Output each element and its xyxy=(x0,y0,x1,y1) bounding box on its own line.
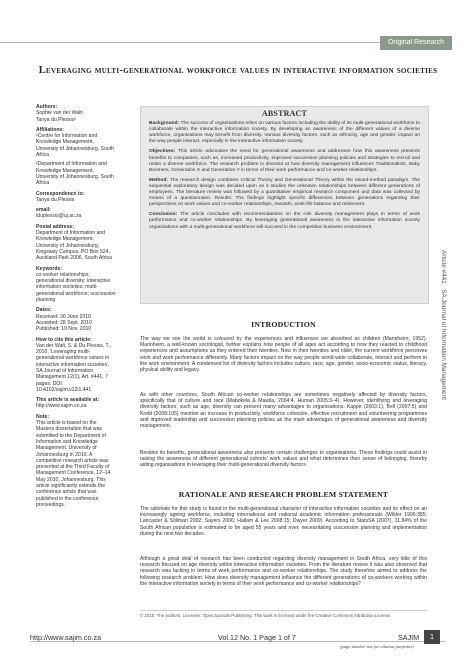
info-line: ¹Centre for Information and Knowledge Management, University of Johannesburg, South Africa xyxy=(36,133,114,159)
info-line: Published: 19 Nov. 2010 xyxy=(36,326,92,333)
abstract-text: The success of organisations relies on various factors including the ability of its multi-generational workforce to collaborate within the interactive information society. By developing an awareness of the different values of a diverse workforce, organisations may benefit from diversity. Various diversity factors, such as ethnicity, age and gender, impact on the way people interact, especially in the interactive information society. xyxy=(149,121,420,145)
info-email xyxy=(36,207,116,220)
info-line: Department of Information and Knowledge Management, University of Johannesburg, Kingsway Campus, PO Box 524, Auckland Park 2006, South Africa xyxy=(36,230,112,262)
sidebar-text xyxy=(440,250,447,410)
license-notice: © 2010. The Authors. Licensee: OpenJournals Publishing. This work is licensed under the Creative Commons Attribution License. xyxy=(140,613,392,618)
abstract-label: Method: xyxy=(149,177,169,183)
info-heading: Affiliations: xyxy=(36,126,65,133)
info-line: Tanya du Plessis² xyxy=(36,116,76,123)
info-heading: email: xyxy=(36,207,51,214)
info-dates xyxy=(36,307,116,332)
abstract-label: Conclusion: xyxy=(149,212,178,218)
sidebar-article: Article #441 xyxy=(440,250,447,284)
info-postal xyxy=(36,224,116,262)
license-rule xyxy=(140,610,427,611)
body-paragraph: Besides its benefits, generational awareness also presents certain challenges to organisations. These findings could assist in raising the awareness of different generational cohorts' work values and what determines their sense of belonging, thereby aiding organisations in leveraging their multi-generational diversity factors. xyxy=(140,450,427,469)
section-heading-introduction: INTRODUCTION xyxy=(251,320,316,329)
info-heading: Postal address: xyxy=(36,223,74,230)
info-heading: Correspondence to: xyxy=(36,190,85,197)
info-line: Received: 30 June 2010 xyxy=(36,313,91,320)
abstract-paragraph xyxy=(149,121,420,145)
info-line: Accepted: 28 Sept. 2010 xyxy=(36,319,92,326)
info-line: This article is based on the Masters dissertation that was submitted to the Department of Information and Knowledge Management, University of Johannesburg in 2010. A competitive research article was presented at the Third Faculty of Management Conference, 12–14 May 2010, Johannesburg. This article significantly extends the conference article that was published in the conference proceedings. xyxy=(36,420,111,508)
journal-link[interactable]: http://www.sajim.co.za xyxy=(36,403,87,410)
article-info-column xyxy=(36,100,116,508)
abstract-box xyxy=(140,106,429,304)
abstract-text: The research design combines Critical Theory and Generational Theory within the mixed-method paradigm. The sequential exploratory design was decided upon as it studies the unknown relationships between different generations of employees. The literature review was followed by a quantitative empirical research component and data was collected by means of a questionnaire. Results: The findings highlight specific differences between generations regarding their perspectives on work values and co-worker relationships, rewards, work-life balance and retirement. xyxy=(149,177,420,208)
abstract-paragraph xyxy=(149,212,420,230)
info-line: Tanya du Plessis xyxy=(36,196,75,203)
footer-volume: Vol.12 No. 1 Page 1 of 7 xyxy=(218,633,296,642)
citation-note: (page number not for citation purposes) xyxy=(340,644,414,649)
abstract-paragraph xyxy=(149,149,420,173)
info-heading: Keywords: xyxy=(36,265,63,272)
body-paragraph: Although a great deal of research has been conducted regarding diversity management in South Africa, very little of this research focused on age diversity within interactive information societies. From the literature review it was also observed that research was lacking in terms of work performance and co-worker relationships. The study therefore aimed to address the following research problem: How does diversity management influence the different generations of co-workers working within the interactive information society in terms of their work performance and co-worker relationships? xyxy=(140,556,427,587)
info-heading: Authors: xyxy=(36,104,58,110)
article-title: Leveraging multi-generational workforce values in interactive information societies xyxy=(38,65,438,76)
sidebar-journal: SA Journal of Information Management xyxy=(440,289,447,400)
body-paragraph: The way we see the world is coloured by the experiences and influences we absorbed as children (Mannheim, 1952). Mannheim, a well-known sociologist, further explains how people of all ages act according to how they reacted to childhood experiences and assumptions as they entered their twenties. Now in their twenties and older, the current workforce perceives work and work performance differently. Many factors impact on the way people world-wide collaborate, interact and perform in the work environment. A condensed list of diversity factors includes culture, race, age, gender, socio-economic status, literacy, physical ability and legacy. xyxy=(140,336,427,374)
abstract-heading: ABSTRACT xyxy=(261,109,308,118)
info-heading: Dates: xyxy=(36,307,52,314)
info-availability xyxy=(36,397,116,410)
info-note xyxy=(36,414,116,508)
footer-url[interactable]: http://www.sajim.co.za xyxy=(30,633,102,642)
page-number: 1 xyxy=(424,630,440,644)
article-type-tag: Original Research xyxy=(380,36,452,50)
body-paragraph: The rationale for this study is found in the multi-generational character of interactive information societies and its effect on an increasingly ageing workforce, including international and national academic information professionals (Wilder 1996:385; Lancaster & Stillman 2002; Sayers 2006; Hallam & Lee 2008:15; Dwyer 2009). According to StatsSA (2007), 11.84% of the South African population is estimated to be aged 55 years and over, necessitating succession planning and implementation during the next two decades. xyxy=(140,506,427,537)
abstract-text: This article advocates the need for generational awareness and addresses how this awareness presents benefits to companies, such as, increased productivity, improved succession planning policies and strategies to recruit and retain a diverse workforce. The research problem is directed at how diversity management influences Traditionalists, Baby Boomers, Generation X and Generation Y in terms of their work performance and co-worker relationships. xyxy=(149,149,420,173)
info-line: Van der Walt, S. & Du Plessis, T., 2010, 'Leveraging multi-generational workforce values in interactive information societies', SA Journal of Information Management 12(1), Art. #441, 7 pages. DOI: 10.4102/sajim.v12i1.441 xyxy=(36,342,111,393)
info-line: co-worker relationships; generational diversity; interactive information societies; multi-generational workforce; succession planning xyxy=(36,271,116,304)
section-heading-rationale: RATIONALE AND RESEARCH PROBLEM STATEMENT xyxy=(178,490,389,499)
info-affiliations xyxy=(36,127,116,187)
email-link[interactable]: tduplessis@uj.ac.za xyxy=(36,213,82,220)
footer-journal: SAJIM xyxy=(398,633,420,642)
abstract-label: Objectives: xyxy=(149,149,176,155)
info-line: ²Department of Information and Knowledge Management, University of Johannesburg, South Africa xyxy=(36,161,114,187)
info-citation xyxy=(36,337,116,394)
header-bar xyxy=(0,36,474,50)
body-paragraph: As with other countries, South African co-worker relationships are sometimes negatively affected by diversity factors, specifically that of culture and race (Mabokela & Mawila, 2004:4, Human 2005:3–4). However, identifying and leveraging diversity factors, such as age, diversity can present many advantages to organisations. Kappe (2003:1), Bell (2007:5) and Krebt (2008:105) mention an increase in productivity, workforce cohesion, effective recruitment and volunteering programmes and improved leadership and succession planning policies as the main advantages of generational awareness and diversity management. xyxy=(140,392,427,430)
abstract-text: The article concludes with recommendations on the role diversity management plays in terms of work performance and co-worker relationships. By leveraging generational awareness in the interactive information society organisations with a multi-generational workforce will succeed in the competitive business environment. xyxy=(149,212,420,230)
page-footer xyxy=(0,630,474,650)
info-heading: This article is available at: xyxy=(36,397,100,404)
info-correspondence xyxy=(36,191,116,204)
journal-sidebar xyxy=(437,250,457,410)
info-line: Sophie van der Walt¹ xyxy=(36,110,84,117)
info-heading: How to cite this article: xyxy=(36,336,92,343)
abstract-label: Background: xyxy=(149,121,180,127)
abstract-paragraph xyxy=(149,178,420,208)
info-authors xyxy=(36,104,116,123)
info-heading: Note: xyxy=(36,413,50,420)
info-keywords xyxy=(36,266,116,304)
header-rule xyxy=(0,42,380,43)
